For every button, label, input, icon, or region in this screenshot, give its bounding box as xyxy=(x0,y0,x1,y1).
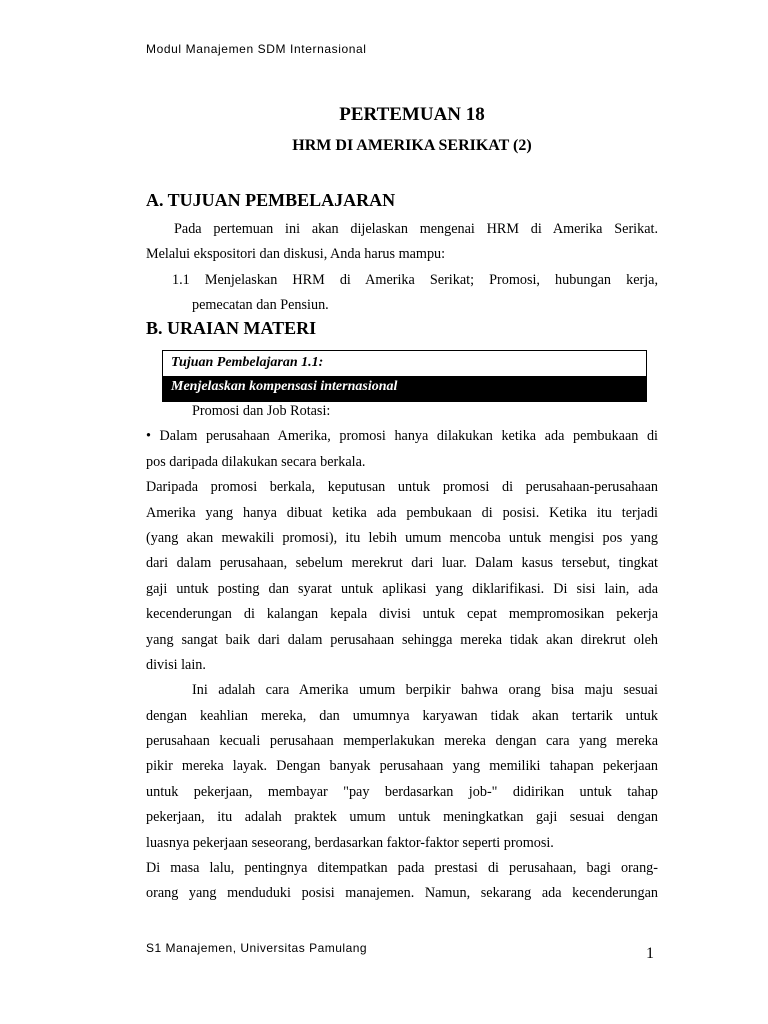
paragraph-line: dengan keahlian mereka, dan umumnya karyawan tidak akan tertarik untuk xyxy=(146,707,658,724)
paragraph-line: • Dalam perusahaan Amerika, promosi hanya dilakukan ketika ada pembukaan di xyxy=(146,428,658,445)
page-number: 1 xyxy=(646,945,654,962)
paragraph-line: Di masa lalu, pentingnya ditempatkan pada prestasi di perusahaan, bagi orang- xyxy=(146,860,658,877)
paragraph-line: divisi lain. xyxy=(146,656,206,673)
objective-item: 1.1 Menjelaskan HRM di Amerika Serikat; Promosi, hubungan kerja, xyxy=(172,271,658,288)
section-b-body xyxy=(146,399,658,907)
page-footer: S1 Manajemen, Universitas Pamulang xyxy=(146,941,368,955)
section-a-body xyxy=(146,217,658,319)
paragraph-line: perusahaan kecuali perusahaan memperlakukan mereka dengan cara yang mereka xyxy=(146,733,658,750)
paragraph-line: pikir mereka layak. Dengan banyak perusahaan yang memiliki tahapan pekerjaan xyxy=(146,758,658,775)
paragraph-line: luasnya pekerjaan seseorang, berdasarkan faktor-faktor seperti promosi. xyxy=(146,834,554,851)
section-b-heading: B. URAIAN MATERI xyxy=(146,318,317,338)
paragraph-line: Amerika yang hanya dibuat ketika ada pembukaan di posisi. Ketika itu terjadi xyxy=(146,504,658,521)
paragraph-line: Melalui ekspositori dan diskusi, Anda harus mampu: xyxy=(146,246,446,263)
paragraph-line: (yang akan mewakili promosi), itu lebih umum mencoba untuk mengisi pos yang xyxy=(146,529,658,546)
subheading-line: Promosi dan Job Rotasi: xyxy=(192,403,331,419)
learning-objective-band: Menjelaskan kompensasi internasional xyxy=(163,376,646,401)
page-title: PERTEMUAN 18 xyxy=(339,104,485,125)
paragraph-line: pekerjaan, itu adalah praktek umum untuk meningkatkan gaji sesuai dengan xyxy=(146,809,658,826)
running-header: Modul Manajemen SDM Internasional xyxy=(146,42,367,56)
paragraph-line: kecenderungan di kalangan kepala divisi untuk cepat mempromosikan pekerja xyxy=(146,606,658,623)
paragraph-line: untuk pekerjaan, membayar "pay berdasarkan job-" didirikan untuk tahap xyxy=(146,783,658,800)
objective-item-continued: pemecatan dan Pensiun. xyxy=(192,297,329,314)
paragraph-line: pos daripada dilakukan secara berkala. xyxy=(146,453,366,470)
paragraph-line: dari dalam perusahaan, sebelum merekrut dari luar. Dalam kasus tersebut, tingkat xyxy=(146,555,658,572)
learning-objective-box xyxy=(162,350,647,402)
section-a-heading: A. TUJUAN PEMBELAJARAN xyxy=(146,190,396,210)
paragraph-line: Pada pertemuan ini akan dijelaskan mengenai HRM di Amerika Serikat. xyxy=(174,221,658,237)
page-subtitle: HRM DI AMERIKA SERIKAT (2) xyxy=(292,137,532,154)
paragraph-line: orang yang menduduki posisi manajemen. Namun, sekarang ada kecenderungan xyxy=(146,885,658,902)
paragraph-line: Daripada promosi berkala, keputusan untuk promosi di perusahaan-perusahaan xyxy=(146,479,658,496)
paragraph-line: gaji untuk posting dan syarat untuk aplikasi yang diklarifikasi. Di sisi lain, ada xyxy=(146,580,658,597)
paragraph-line: Ini adalah cara Amerika umum berpikir bahwa orang bisa maju sesuai xyxy=(192,682,658,699)
learning-objective-title: Tujuan Pembelajaran 1.1: xyxy=(171,355,324,370)
paragraph-line: yang sangat baik dari dalam perusahaan sehingga mereka tidak akan direkrut oleh xyxy=(146,631,658,648)
